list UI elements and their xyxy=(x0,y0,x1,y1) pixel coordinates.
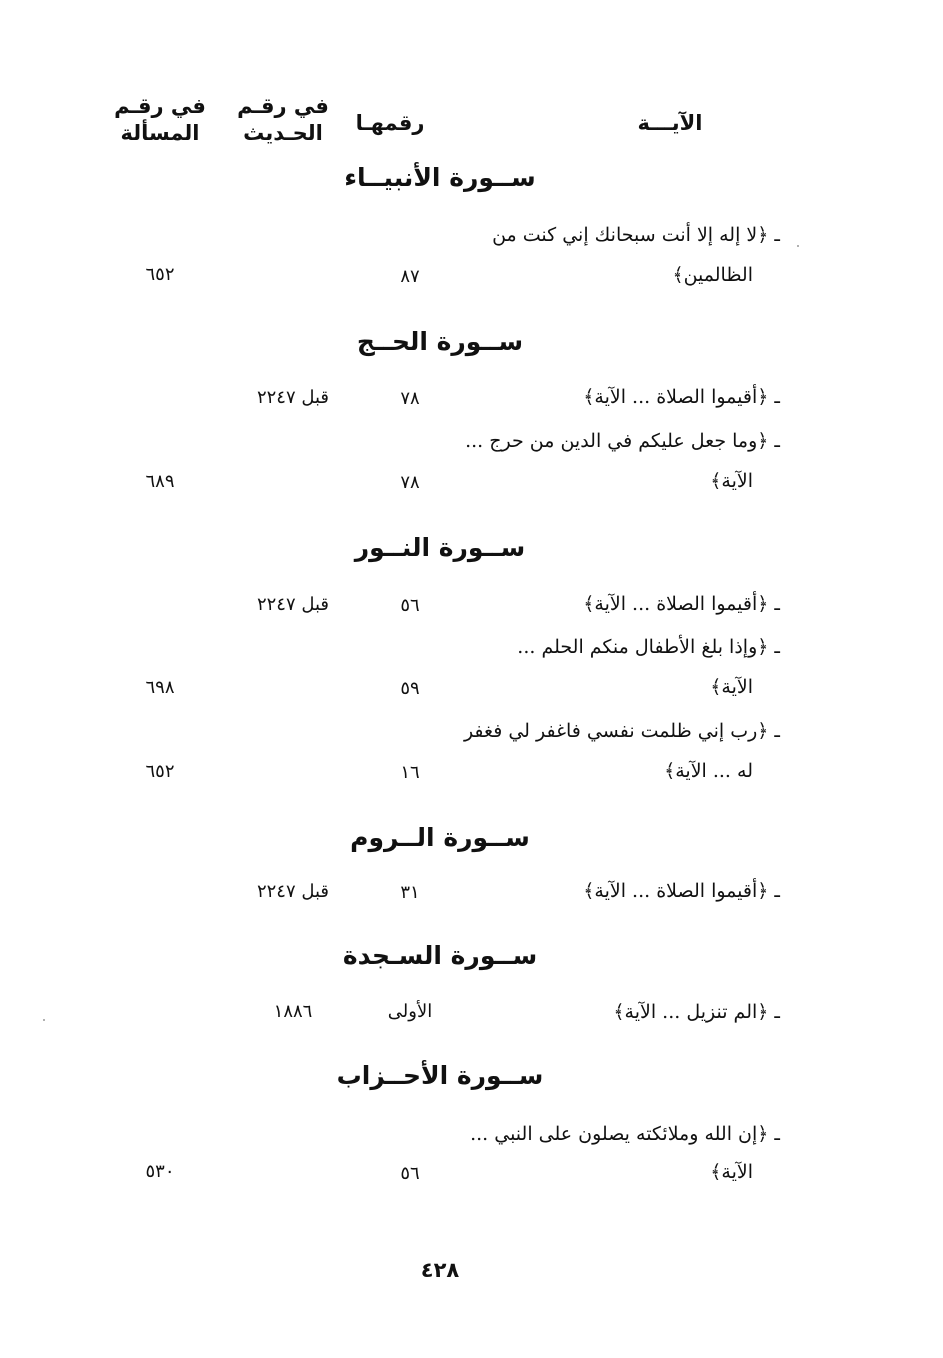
header-masala-line2: المسألة xyxy=(120,121,200,145)
verse-line: الظالمين﴾ xyxy=(672,264,753,286)
header-hadith-line2: الحـديث xyxy=(243,121,323,145)
verse-line: الآية﴾ xyxy=(710,676,753,698)
masala-number: ٦٩٨ xyxy=(145,677,175,698)
header-ayah-num: رقمهـا xyxy=(355,111,425,135)
header-hadith-line1: في رقـم xyxy=(237,94,329,118)
surah-title: ســورة النــور xyxy=(354,533,526,562)
scan-speck xyxy=(43,1019,45,1021)
surah-title: ســورة الــروم xyxy=(350,823,530,852)
ayah-number: ٣١ xyxy=(400,882,420,903)
page-number: ٤٢٨ xyxy=(420,1258,460,1282)
verse-line: ـ ﴿رب إني ظلمت نفسي فاغفر لي فغفر xyxy=(463,720,780,742)
surah-title: ســورة السـجدة xyxy=(342,941,538,970)
header-ayah: الآيـــة xyxy=(637,111,703,135)
verse-line: ـ ﴿وما جعل عليكم في الدين من حرج ... xyxy=(465,430,780,452)
hadith-number: قبل ٢٢٤٧ xyxy=(256,881,330,902)
verse-line: ـ ﴿أقيموا الصلاة ... الآية﴾ xyxy=(583,386,780,408)
ayah-number: ٨٧ xyxy=(400,266,420,287)
verse-line: ـ ﴿إن الله وملائكته يصلون على النبي ... xyxy=(470,1123,780,1145)
verse-line: ـ ﴿أقيموا الصلاة ... الآية﴾ xyxy=(583,593,780,615)
verse-line: ـ ﴿لا إله إلا أنت سبحانك إني كنت من xyxy=(492,224,780,246)
header-masala xyxy=(105,93,215,147)
verse-line: الآية﴾ xyxy=(710,470,753,492)
hadith-number: قبل ٢٢٤٧ xyxy=(256,594,330,615)
ayah-number: ٥٦ xyxy=(400,1163,420,1184)
ayah-number: ١٦ xyxy=(400,762,420,783)
verse-line: الآية﴾ xyxy=(710,1161,753,1183)
masala-number: ٥٣٠ xyxy=(145,1161,175,1182)
ayah-number: ٧٨ xyxy=(400,388,420,409)
header-hadith xyxy=(228,93,338,147)
hadith-number: قبل ٢٢٤٧ xyxy=(256,387,330,408)
verse-line: ـ ﴿وإذا بلغ الأطفال منكم الحلم ... xyxy=(517,636,780,658)
verse-line: ـ ﴿الم تنزيل ... الآية﴾ xyxy=(613,1001,780,1023)
header-masala-line1: في رقـم xyxy=(114,94,206,118)
verse-line: ـ ﴿أقيموا الصلاة ... الآية﴾ xyxy=(583,880,780,902)
masala-number: ٦٥٢ xyxy=(145,264,175,285)
ayah-number: الأولى xyxy=(387,1001,433,1022)
verse-line: له ... الآية﴾ xyxy=(664,760,753,782)
surah-title: ســورة الحــج xyxy=(356,327,524,356)
ayah-number: ٥٦ xyxy=(400,595,420,616)
ayah-number: ٥٩ xyxy=(400,678,420,699)
surah-title: ســورة الأحــزاب xyxy=(336,1061,544,1090)
masala-number: ٦٥٢ xyxy=(145,761,175,782)
ayah-number: ٧٨ xyxy=(400,472,420,493)
scan-speck xyxy=(797,245,799,247)
hadith-number: ١٨٨٦ xyxy=(273,1001,313,1022)
masala-number: ٦٨٩ xyxy=(145,471,175,492)
surah-title: ســورة الأنبيــاء xyxy=(344,163,536,192)
